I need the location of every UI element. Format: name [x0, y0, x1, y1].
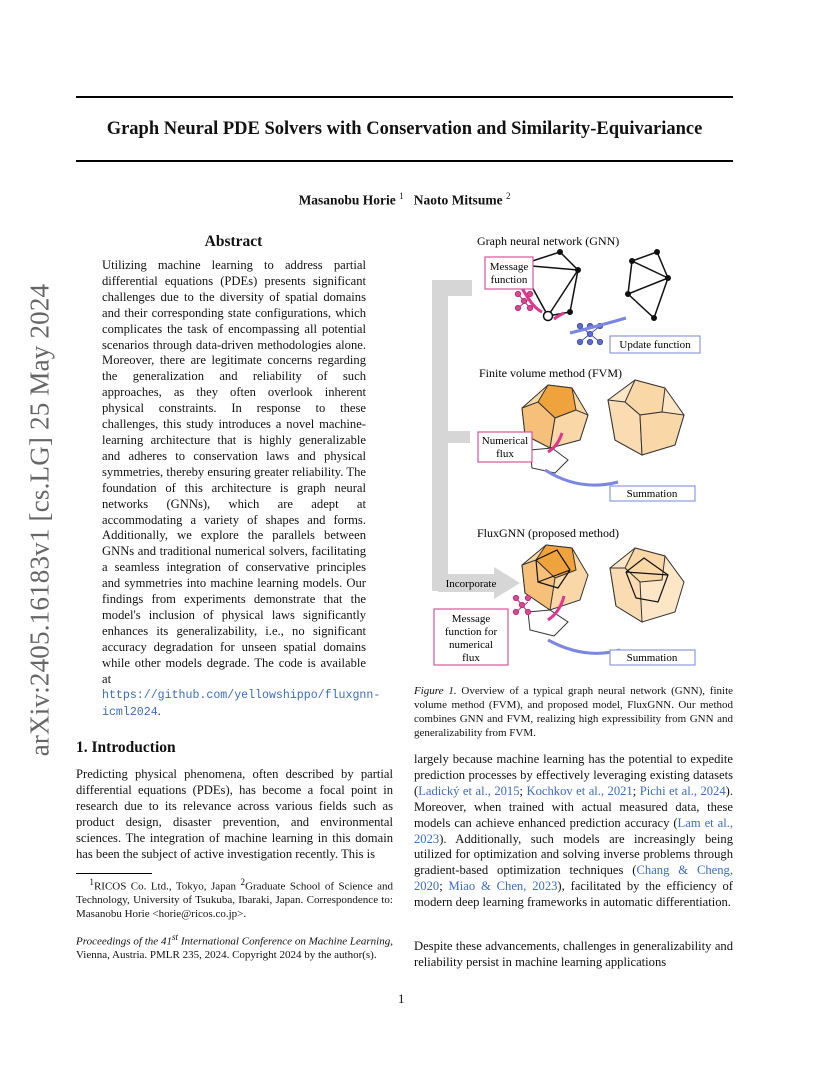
incorporate-label: Incorporate	[445, 578, 497, 590]
intro-paragraph: Predicting physical phenomena, often described by partial differential equations (PDEs), has become a focal point in research due to its relevance across various fields such as product design, disaster prevention, and environmental sciences. The integration of machine learning in this domain has been the subject of active investigation recently. This is	[76, 767, 393, 861]
affiliation-mark: 1	[89, 877, 94, 887]
ordinal-suffix: st	[171, 932, 179, 942]
body-text: ). Additionally, such models are increasingly being utilized for optimization and solving inverse problems through gradient-based optimization techniques (	[414, 831, 733, 878]
intro-paragraph-continued	[414, 752, 733, 911]
arxiv-watermark: arXiv:2405.16183v1 [cs.LG] 25 May 2024	[24, 283, 55, 757]
affiliation-mark: 2	[240, 877, 246, 887]
figure-caption	[414, 684, 733, 740]
citation-separator: ;	[439, 879, 449, 894]
code-link[interactable]: https://github.com/yellowshippo/fluxgnn-icml2024	[102, 689, 381, 720]
abstract-body	[102, 258, 381, 721]
gnn-focus-node	[544, 312, 553, 321]
fluxgnn-message-icon	[513, 595, 530, 614]
body-text: ). Moreover, when trained with actual measured data, these models can achieve enhanced prediction accuracy (	[414, 783, 733, 830]
summation-label-1: Summation	[626, 488, 678, 500]
author-list	[76, 191, 733, 209]
proceedings-text: Proceedings of the	[76, 935, 161, 948]
body-paragraph: Despite these advancements, challenges in generalizability and reliability persist in machine learning applications	[414, 939, 733, 969]
conference-number: 41	[160, 935, 172, 948]
proceedings-text: , Vienna, Austria. PMLR 235, 2024. Copyright 2024 by the author(s).	[76, 935, 393, 962]
summation-label-2: Summation	[626, 652, 678, 664]
citation-link[interactable]: Kochkov et al., 2021	[526, 783, 633, 798]
affiliation-text: Graduate School of Science and Technology, University of Tsukuba, Ibaraki, Japan. Correspondence to: Masanobu Horie <horie@ricos.co.jp>.	[76, 880, 393, 921]
citation-link[interactable]: Lam et al., 2023	[414, 815, 733, 846]
author-name: Masanobu Horie	[298, 192, 396, 208]
proceedings-note	[76, 931, 393, 963]
fvm-output-mesh	[608, 380, 684, 455]
affiliation-mark: 1	[399, 191, 404, 201]
fluxgnn-output-mesh	[610, 548, 684, 622]
body-text: largely because machine learning has the potential to expedite prediction processes by effectively leveraging existing datasets (	[414, 752, 733, 798]
message-function-label: Message function	[489, 261, 529, 286]
footnote-rule	[76, 873, 152, 874]
caption-text: Overview of a typical graph neural network (GNN), finite volume method (FVM), and proposed model, FluxGNN. Our method combines GNN and FVM, realizing high expressibility from GNN and generalizability from FVM.	[414, 685, 734, 739]
author-name: Naoto Mitsume	[413, 192, 503, 208]
citation-link[interactable]: Miao & Chen, 2023	[448, 879, 558, 894]
citation-link[interactable]: Chang & Cheng, 2020	[414, 863, 733, 894]
top-rule	[76, 96, 733, 98]
body-text: ), facilitated by the efficiency of modern deep learning frameworks in automatic differentiation.	[414, 879, 733, 910]
affiliation-footnote	[76, 876, 393, 922]
citation-separator: ;	[632, 783, 640, 798]
paper-title: Graph Neural PDE Solvers with Conservation and Similarity-Equivariance	[106, 119, 703, 139]
gnn-title: Graph neural network (GNN)	[477, 234, 620, 248]
abstract-heading: Abstract	[204, 233, 263, 250]
page-number: 1	[398, 991, 405, 1006]
citation-link[interactable]: Ladický et al., 2015	[418, 783, 520, 798]
fluxgnn-input-mesh	[522, 545, 588, 636]
numerical-flux-label: Numerical flux	[481, 435, 529, 460]
affiliation-text: RICOS Co. Ltd., Tokyo, Japan	[93, 880, 241, 893]
citation-link[interactable]: Pichi et al., 2024	[639, 783, 726, 798]
caption-label: Figure 1.	[414, 685, 457, 697]
abstract-end: .	[157, 704, 161, 719]
fvm-title: Finite volume method (FVM)	[479, 366, 622, 380]
abstract-text: Utilizing machine learning to address partial differential equations (PDEs) presents significant challenges due to the diversity of spatial domains and their corresponding state configurations, which complicates the task of encompassing all potential scenarios through data-driven methodologies alone. Moreover, there are legitimate concerns regarding the generalization and reliability of such approaches, as they often overlook inherent physical constraints. In response to these challenges, this study introduces a novel machine-learning architecture that is highly generalizable and adheres to conservation laws and physical symmetries, thereby ensuring greater reliability. The foundation of this architecture is graph neural networks (GNNs), which are adept at accommodating a variety of shapes and forms. Additionally, we explore the parallels between GNNs and traditional numerical solvers, facilitating a seamless integration of conservative principles and symmetries into machine learning models. Our findings from experiments demonstrate that the model's inclusion of physical laws significantly enhances its generalizability, i.e., no significant accuracy degradation for unseen spatial domains while other models degrade. The code is available at	[102, 258, 366, 686]
update-function-label: Update function	[619, 339, 691, 351]
affiliation-mark: 2	[505, 191, 511, 201]
conference-name: International Conference on Machine Learning	[178, 935, 391, 948]
section-heading: 1. Introduction	[76, 739, 176, 756]
fluxgnn-title: FluxGNN (proposed method)	[477, 526, 619, 540]
title-bottom-rule	[76, 160, 733, 162]
figure-1	[430, 230, 733, 677]
citation-separator: ;	[519, 783, 527, 798]
message-fn-flux-label: Message function for numerical flux	[444, 613, 498, 664]
summation-arrow-2	[548, 640, 620, 653]
